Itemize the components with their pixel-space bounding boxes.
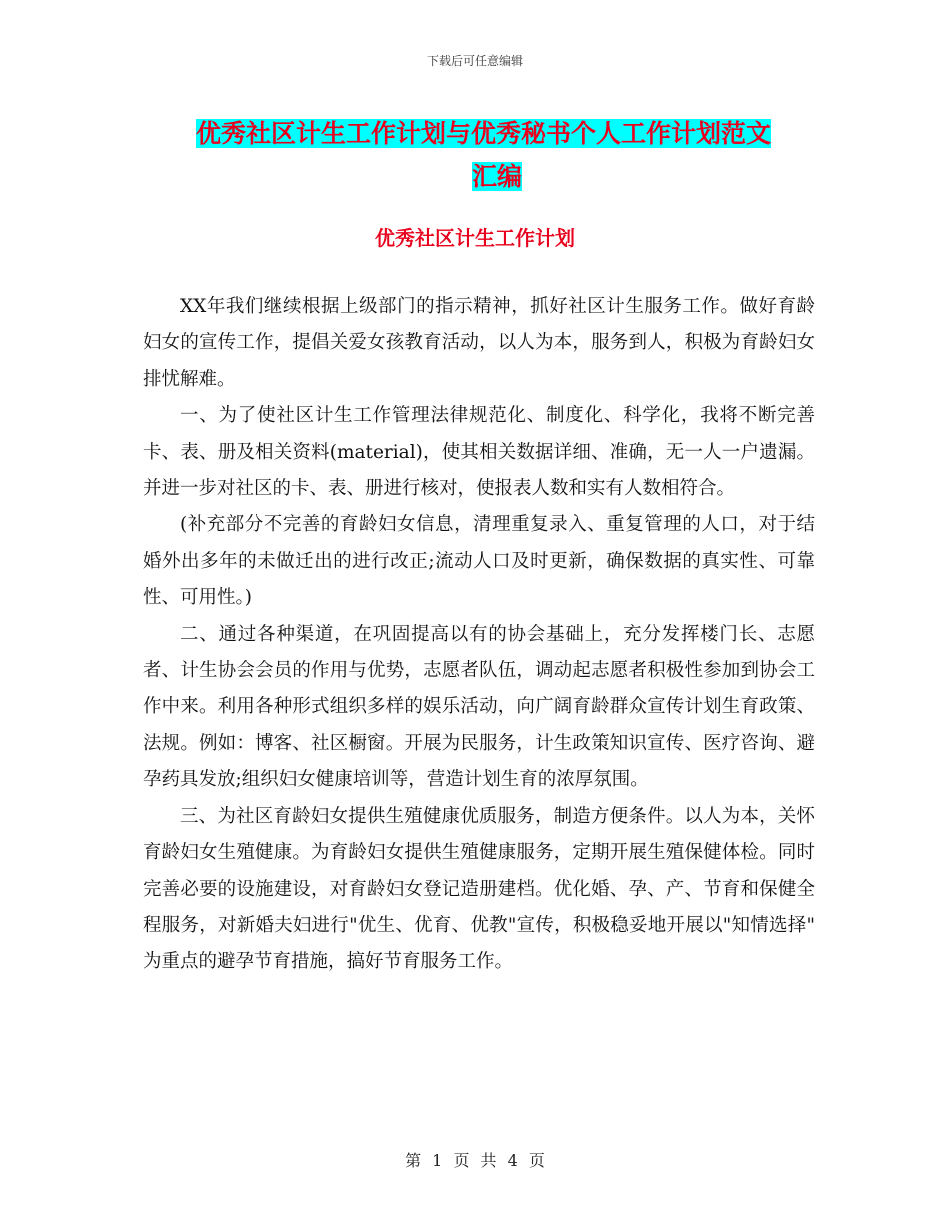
paragraph-item-1: 一、为了使社区计生工作管理法律规范化、制度化、科学化，我将不断完善卡、表、册及相关资料(material)，使其相关数据详细、准确，无一人一户遗漏。并进一步对社区的卡、表、册进行核对，使报表人数和实有人数相符合。 (143, 405, 815, 500)
document-title (196, 112, 806, 198)
header-note: 下载后可任意编辑 (426, 54, 523, 68)
section-title: 优秀社区计生工作计划 (375, 226, 575, 250)
title-line-1: 优秀社区计生工作计划与优秀秘书个人工作计划范文 (196, 119, 772, 148)
paragraph-supplement: (补充部分不完善的育龄妇女信息，清理重复录入、重复管理的人口，对于结婚外出多年的未做迁出的进行改正;流动人口及时更新，确保数据的真实性、可靠性、可用性。) (143, 514, 815, 609)
title-line-2: 汇编 (471, 162, 522, 191)
document-body (143, 289, 815, 981)
paragraph-item-3: 三、为社区育龄妇女提供生殖健康优质服务，制造方便条件。以人为本，关怀育龄妇女生殖健康。为育龄妇女提供生殖健康服务，定期开展生殖保健体检。同时完善必要的设施建设，对育龄妇女登记造册建档。优化婚、孕、产、节育和保健全程服务，对新婚夫妇进行"优生、优育、优教"宣传，积极稳妥地开展以"知情选择" 为重点的避孕节育措施，搞好节育服务工作。 (143, 805, 815, 973)
paragraph-intro: XX年我们继续根据上级部门的指示精神，抓好社区计生服务工作。做好育龄妇女的宣传工作，提倡关爱女孩教育活动，以人为本，服务到人，积极为育龄妇女排忧解难。 (143, 296, 815, 390)
paragraph-item-2: 二、通过各种渠道，在巩固提高以有的协会基础上，充分发挥楼门长、志愿者、计生协会会员的作用与优势，志愿者队伍，调动起志愿者积极性参加到协会工作中来。利用各种形式组织多样的娱乐活动，向广阔育龄群众宣传计划生育政策、法规。例如：博客、社区橱窗。开展为民服务，计生政策知识宣传、医疗咨询、避孕药具发放;组织妇女健康培训等，营造计划生育的浓厚氛围。 (143, 623, 815, 791)
page-number: 第 1 页 共 4 页 (405, 1151, 545, 1170)
